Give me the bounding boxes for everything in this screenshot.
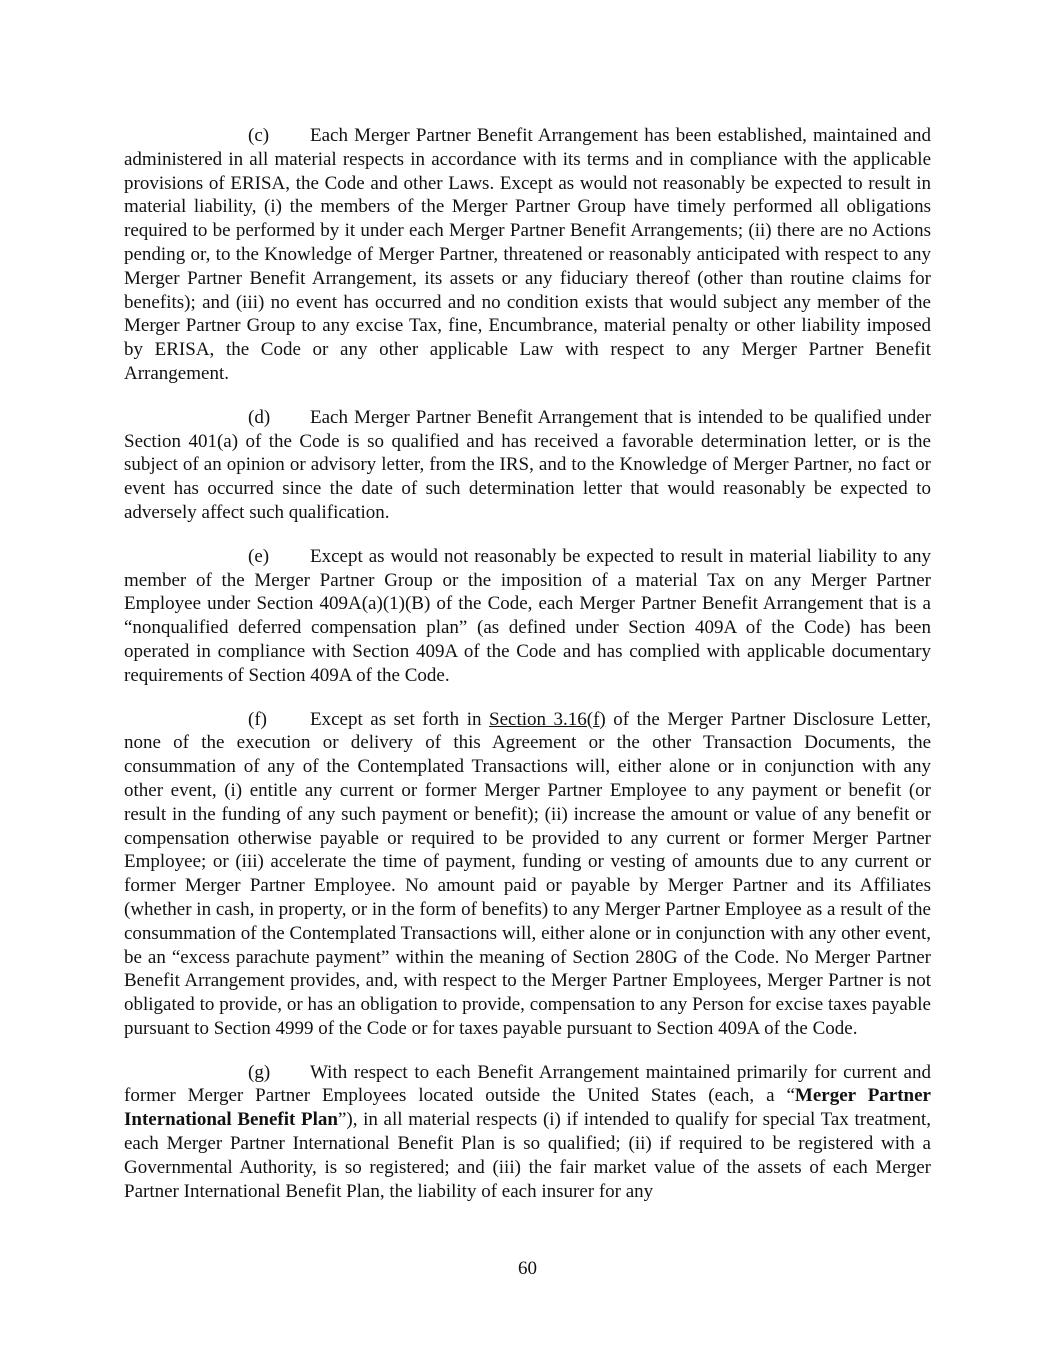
document-page xyxy=(124,124,931,1223)
page-number: 60 xyxy=(518,1258,537,1279)
paragraph-label: (c) xyxy=(248,125,270,146)
paragraph-f xyxy=(124,708,931,1041)
paragraph-d xyxy=(124,406,931,525)
paragraph-text: of the Merger Partner Disclosure Letter, none of the execution or delivery of this Agreement or the other Transaction Documents, the consummation of any of the Contemplated Transactions will, either alone or in conjunction with any other event, (i) entitle any current or former Merger Partner Employee to any payment or benefit (or result in the funding of any such payment or benefit); (ii) increase the amount or value of any benefit or compensation otherwise payable or required to be provided to any current or former Merger Partner Employee; or (iii) accelerate the time of payment, funding or vesting of amounts due to any current or former Merger Partner Employee. No amount paid or payable by Merger Partner and its Affiliates (whether in cash, in property, or in the form of benefits) to any Merger Partner Employee as a result of the consummation of the Contemplated Transactions will, either alone or in conjunction with any other event, be an “excess parachute payment” within the meaning of Section 280G of the Code. No Merger Partner Benefit Arrangement provides, and, with respect to the Merger Partner Employees, Merger Partner is not obligated to provide, or has an obligation to provide, compensation to any Person for excise taxes payable pursuant to Section 4999 of the Code or for taxes payable pursuant to Section 409A of the Code. xyxy=(124,708,931,1039)
paragraph-text: Each Merger Partner Benefit Arrangement that is intended to be qualified under Section 401(a) of the Code is so qualified and has received a favorable determination letter, or is the subject of an opinion or advisory letter, from the IRS, and to the Knowledge of Merger Partner, no fact or event has occurred since the date of such determination letter that would reasonably be expected to adversely affect such qualification. xyxy=(124,406,931,523)
paragraph-c xyxy=(124,124,931,386)
paragraph-e xyxy=(124,545,931,688)
paragraph-label: (d) xyxy=(248,406,271,428)
section-reference: Section 3.16(f) xyxy=(489,708,606,730)
paragraph-text: ”), in all material respects (i) if intended to qualify for special Tax treatment, each Merger Partner International Benefit Plan is so qualified; (ii) if required to be registered with a Governmental Authority, is so registered; and (iii) the fair market value of the assets of each Merger Partner International Benefit Plan, the liability of each insurer for any xyxy=(124,1109,931,1202)
paragraph-label: (e) xyxy=(248,545,270,567)
paragraph-g xyxy=(124,1061,931,1204)
paragraph-text: With respect to each Benefit Arrangement maintained primarily for current and former Merger Partner Employees located outside the United States (each, a “ xyxy=(124,1061,931,1107)
paragraph-text: Except as would not reasonably be expected to result in material liability to any member of the Merger Partner Group or the imposition of a material Tax on any Merger Partner Employee under Section 409A(a)(1)(B) of the Code, each Merger Partner Benefit Arrangement that is a “nonqualified deferred compensation plan” (as defined under Section 409A of the Code) has been operated in compliance with Section 409A of the Code and has complied with applicable documentary requirements of Section 409A of the Code. xyxy=(124,545,931,686)
defined-term: Merger Partner International Benefit Plan xyxy=(124,1085,931,1131)
paragraph-label: (g) xyxy=(248,1061,271,1083)
paragraph-text: Except as set forth in xyxy=(310,708,490,730)
paragraph-text: Each Merger Partner Benefit Arrangement has been established, maintained and administered in all material respects in accordance with its terms and in compliance with the applicable provisions of ERISA, the Code and other Laws. Except as would not reasonably be expected to result in material liability, (i) the members of the Merger Partner Group have timely performed all obligations required to be performed by it under each Merger Partner Benefit Arrangements; (ii) there are no Actions pending or, to the Knowledge of Merger Partner, threatened or reasonably anticipated with respect to any Merger Partner Benefit Arrangement, its assets or any fiduciary thereof (other than routine claims for benefits); and (iii) no event has occurred and no condition exists that would subject any member of the Merger Partner Group to any excise Tax, fine, Encumbrance, material penalty or other liability imposed by ERISA, the Code or any other applicable Law with respect to any Merger Partner Benefit Arrangement. xyxy=(124,125,931,384)
paragraph-label: (f) xyxy=(248,708,267,730)
